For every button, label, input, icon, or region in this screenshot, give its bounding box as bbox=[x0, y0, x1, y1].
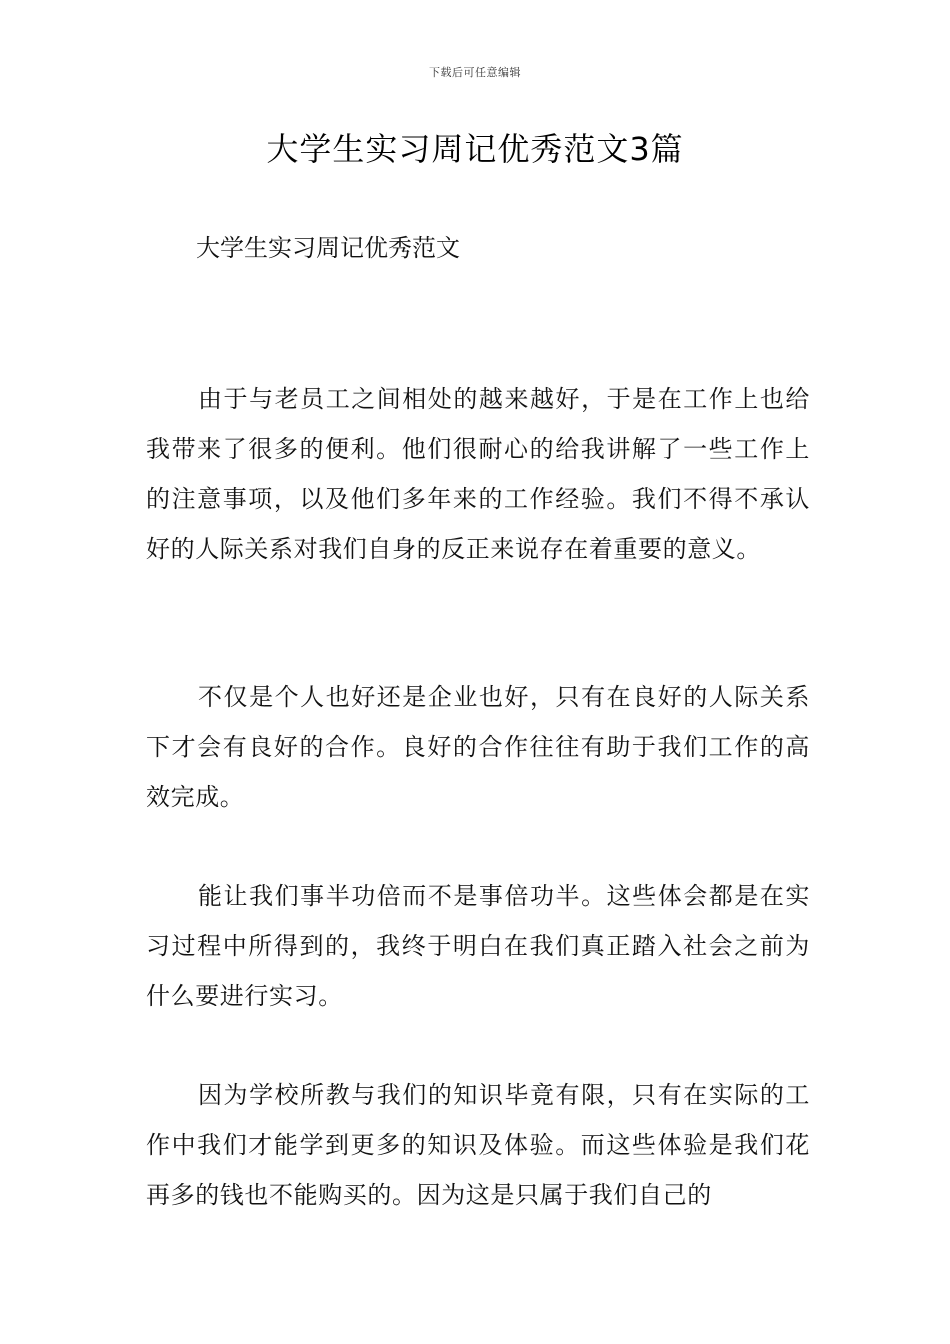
document-title: 大学生实习周记优秀范文3篇 bbox=[266, 130, 684, 168]
body-paragraph: 因为学校所教与我们的知识毕竟有限，只有在实际的工作中我们才能学到更多的知识及体验。而这些体验是我们花再多的钱也不能购买的。因为这是只属于我们自己的 bbox=[146, 1081, 810, 1209]
document-subtitle: 大学生实习周记优秀范文 bbox=[196, 234, 460, 262]
body-paragraph: 能让我们事半功倍而不是事倍功半。这些体会都是在实习过程中所得到的，我终于明白在我们真正踏入社会之前为什么要进行实习。 bbox=[146, 882, 810, 1010]
body-paragraph: 不仅是个人也好还是企业也好，只有在良好的人际关系下才会有良好的合作。良好的合作往往有助于我们工作的高效完成。 bbox=[146, 683, 810, 811]
header-note: 下载后可任意编辑 bbox=[429, 66, 521, 79]
body-paragraph: 由于与老员工之间相处的越来越好，于是在工作上也给我带来了很多的便利。他们很耐心的给我讲解了一些工作上的注意事项，以及他们多年来的工作经验。我们不得不承认好的人际关系对我们自身的反正来说存在着重要的意义。 bbox=[146, 385, 810, 563]
